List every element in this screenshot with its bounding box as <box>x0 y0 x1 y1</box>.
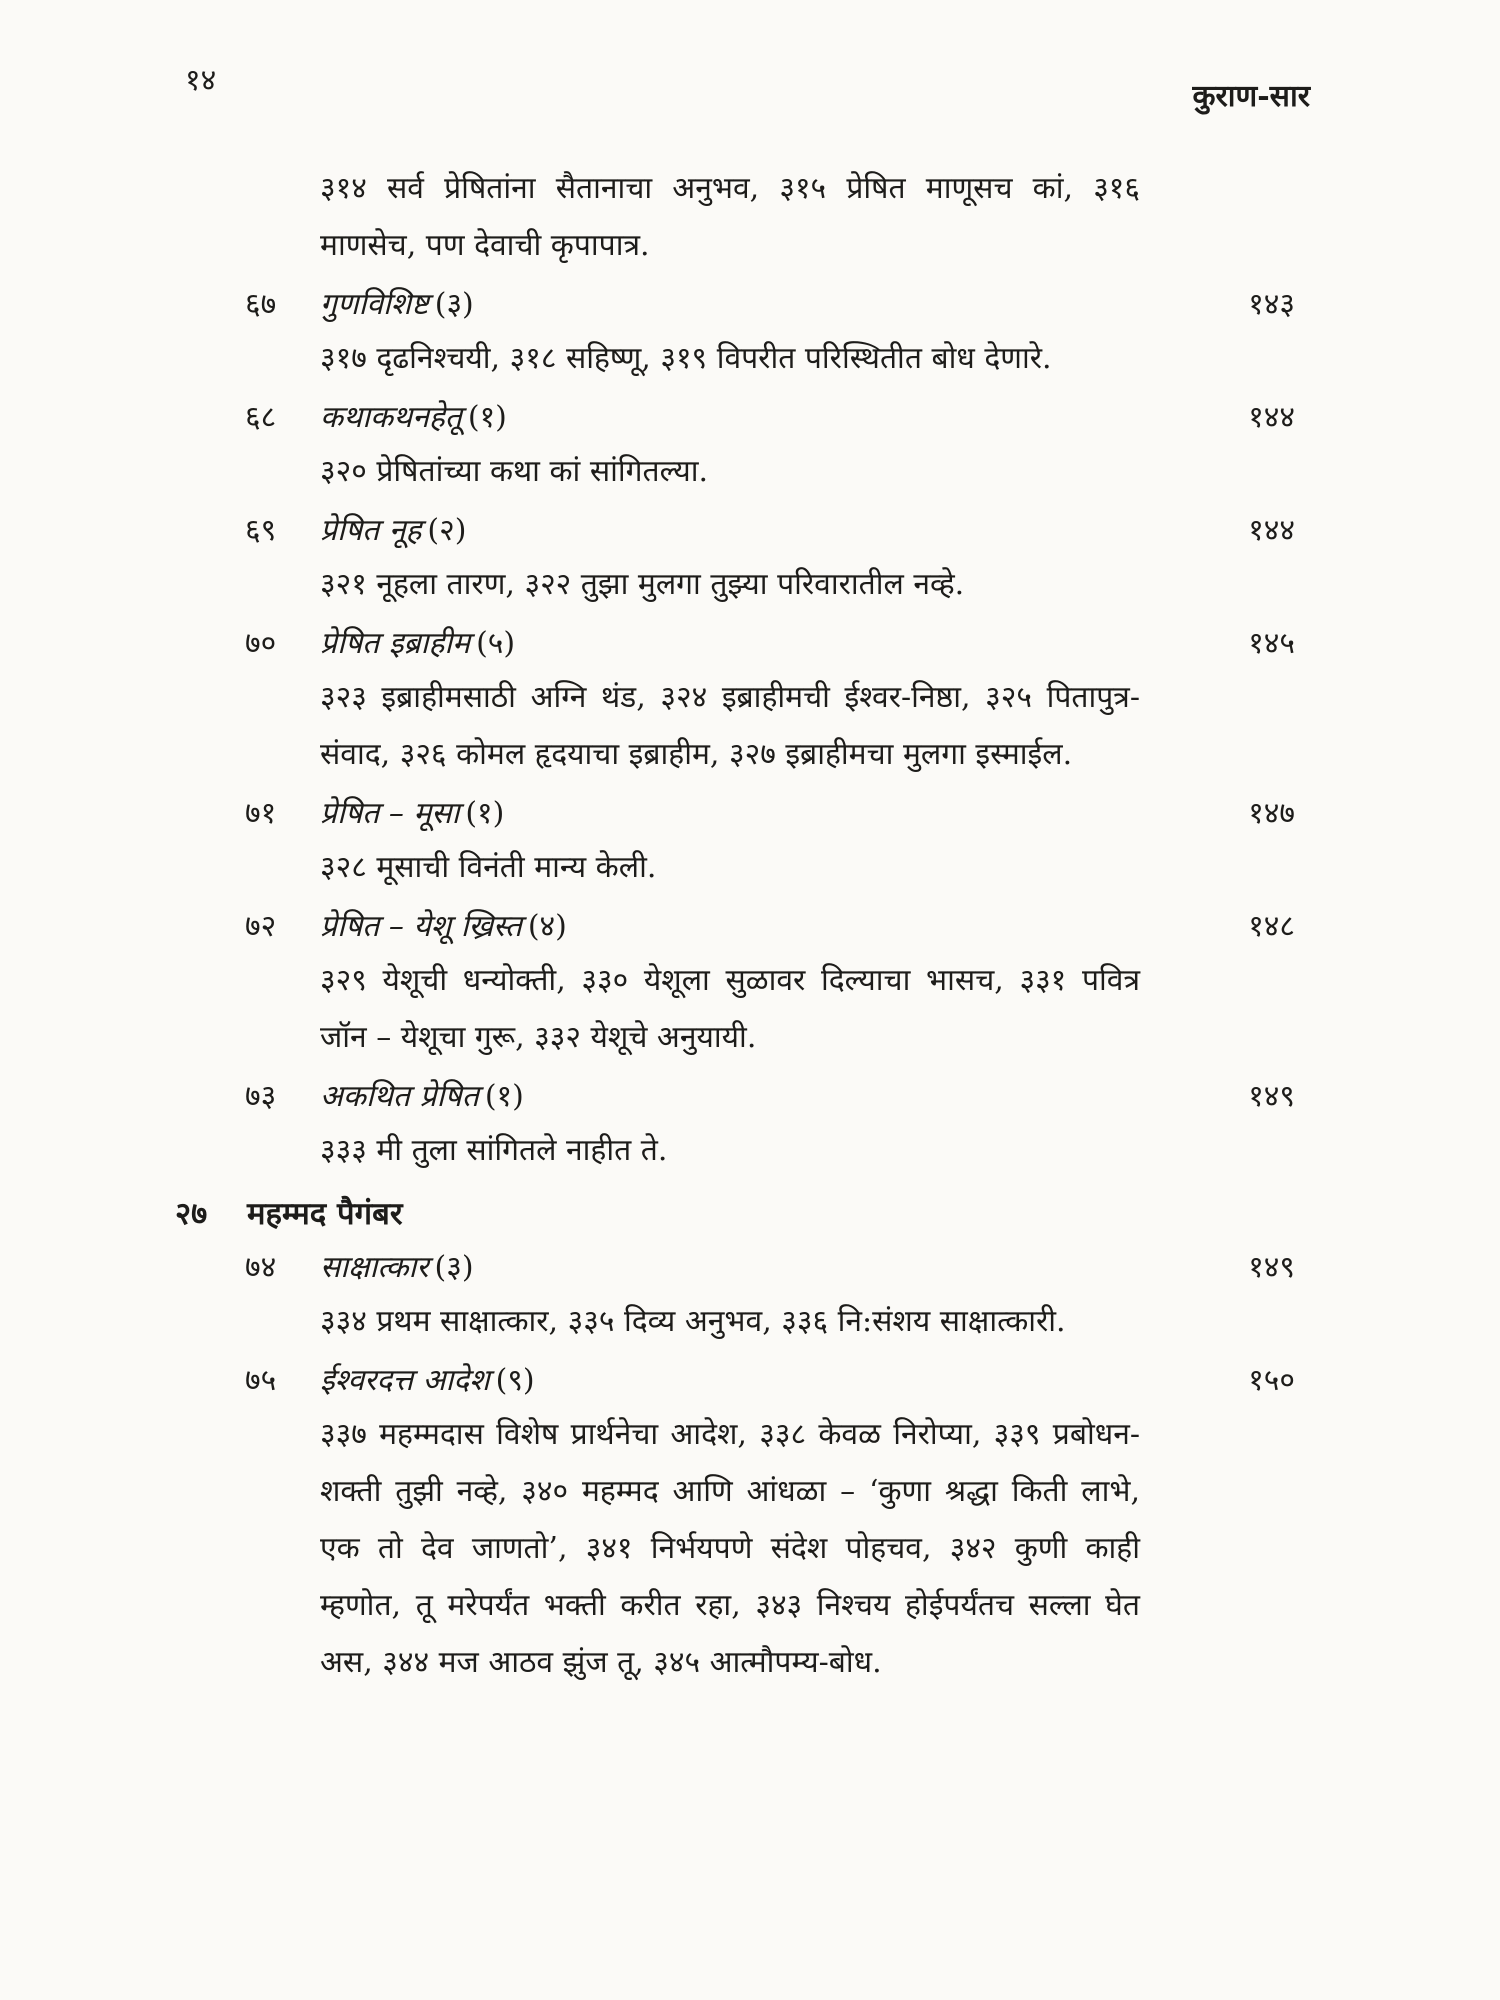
entry-title <box>320 1243 474 1293</box>
entry-heading <box>245 902 1295 952</box>
toc-entry <box>245 902 1295 1066</box>
page-number: १४ <box>185 63 217 98</box>
entry-text: ३२१ नूहला तारण, ३२२ तुझा मुलगा तुझ्या परिवारातील नव्हे. <box>320 567 965 602</box>
entry-page-number: १४७ <box>1248 796 1295 831</box>
entry-count: (३) <box>434 1250 474 1285</box>
entry-heading <box>245 1356 1295 1406</box>
entry-title-text: प्रेषित इब्राहीम <box>320 626 471 661</box>
entry-heading <box>245 280 1295 330</box>
entry-page-number: १४९ <box>1248 1079 1295 1114</box>
entry-number: ७४ <box>245 1250 277 1285</box>
entry-page-number: १४८ <box>1248 909 1295 944</box>
entry-heading <box>245 393 1295 443</box>
toc-entry <box>245 506 1295 613</box>
entry-title <box>320 1356 535 1406</box>
chapter-entries-list <box>0 1243 1500 1691</box>
entry-number: ७५ <box>245 1363 277 1398</box>
entry-title <box>320 619 515 669</box>
entry-text: ३२३ इब्राहीमसाठी अग्नि थंड, ३२४ इब्राहीमची ईश्वर-निष्ठा, ३२५ पितापुत्र-संवाद, ३२६ कोमल हृदयाचा इब्राहीम, ३२७ इब्राहीमचा मुलगा इस्माईल. <box>320 680 1140 772</box>
entry-title <box>320 280 474 330</box>
entry-title <box>320 393 507 443</box>
entry-page-number: १५० <box>1248 1363 1295 1398</box>
entry-count: (१) <box>467 400 507 435</box>
entry-title <box>320 1072 524 1122</box>
toc-entry <box>245 393 1295 500</box>
entry-text: ३१४ सर्व प्रेषितांना सैतानाचा अनुभव, ३१५ प्रेषित माणूसच कां, ३१६ माणसेच, पण देवाची कृपापात्र. <box>320 171 1140 263</box>
toc-entry <box>245 1243 1295 1350</box>
toc-entry <box>245 280 1295 387</box>
entry-text: ३१७ दृढनिश्चयी, ३१८ सहिष्णू, ३१९ विपरीत परिस्थितीत बोध देणारे. <box>320 341 1052 376</box>
entry-title-text: प्रेषित – येशू ख्रिस्त <box>320 909 522 944</box>
entry-title-text: कथाकथनहेतू <box>320 400 462 435</box>
entry-count: (१) <box>465 796 505 831</box>
entry-text: ३२९ येशूची धन्योक्ती, ३३० येशूला सुळावर दिल्याचा भासच, ३३१ पवित्र जॉन – येशूचा गुरू, ३३२ येशूचे अनुयायी. <box>320 963 1140 1055</box>
entry-count: (५) <box>476 626 516 661</box>
entry-number: ७१ <box>245 796 277 831</box>
entry-text: ३२८ मूसाची विनंती मान्य केली. <box>320 850 657 885</box>
entry-text: ३३७ महम्मदास विशेष प्रार्थनेचा आदेश, ३३८ केवळ निरोप्या, ३३९ प्रबोधन-शक्ती तुझी नव्हे, ३४० महम्मद आणि आंधळा – ‘कुणा श्रद्धा किती लाभे, एक तो देव जाणतो’, ३४१ निर्भयपणे संदेश पोहचव, ३४२ कुणी काही म्हणोत, तू मरेपर्यंत भक्ती करीत रहा, ३४३ निश्चय होईपर्यंतच सल्ला घेत अस, ३४४ मज आठव झुंज तू, ३४५ आत्मौपम्य-बोध. <box>320 1417 1140 1680</box>
entry-title <box>320 789 504 839</box>
toc-entry <box>245 1072 1295 1179</box>
entry-title-text: साक्षात्कार <box>320 1250 429 1285</box>
entry-page-number: १४९ <box>1248 1250 1295 1285</box>
entry-heading <box>245 506 1295 556</box>
entry-text: ३२० प्रेषितांच्या कथा कां सांगितल्या. <box>320 454 709 489</box>
table-of-contents <box>0 160 1500 1697</box>
continuation-entry <box>245 160 1295 274</box>
entry-count: (२) <box>427 513 467 548</box>
entry-number: ७३ <box>245 1079 277 1114</box>
entry-title-text: गुणविशिष्ट <box>320 287 429 322</box>
entry-title-text: अकथित प्रेषित <box>320 1079 479 1114</box>
entry-number: ७२ <box>245 909 277 944</box>
entry-heading <box>245 1072 1295 1122</box>
entry-page-number: १४४ <box>1248 400 1295 435</box>
running-head: कुराण-सार <box>1192 79 1310 114</box>
entry-text: ३३४ प्रथम साक्षात्कार, ३३५ दिव्य अनुभव, ३३६ नि:संशय साक्षात्कारी. <box>320 1304 1066 1339</box>
entry-page-number: १४३ <box>1248 287 1295 322</box>
entry-count: (४) <box>527 909 567 944</box>
entry-title <box>320 902 567 952</box>
entry-number: ७० <box>245 626 277 661</box>
entry-number: ६९ <box>245 513 277 548</box>
entry-title-text: ईश्वरदत्त आदेश <box>320 1363 490 1398</box>
chapter-heading <box>175 1185 1500 1243</box>
entry-title <box>320 506 466 556</box>
entry-heading <box>245 619 1295 669</box>
entry-number: ६७ <box>245 287 277 322</box>
entry-number: ६८ <box>245 400 277 435</box>
entry-count: (१) <box>484 1079 524 1114</box>
toc-entry <box>245 1356 1295 1691</box>
entry-text: ३३३ मी तुला सांगितले नाहीत ते. <box>320 1133 668 1168</box>
chapter-title: महम्मद पैगंबर <box>247 1196 403 1232</box>
entry-title-text: प्रेषित नूह <box>320 513 422 548</box>
entry-heading <box>245 1243 1295 1293</box>
entry-page-number: १४४ <box>1248 513 1295 548</box>
entry-count: (९) <box>495 1363 535 1398</box>
chapter-number: २७ <box>175 1196 208 1232</box>
entry-page-number: १४५ <box>1248 626 1295 661</box>
toc-entry <box>245 619 1295 783</box>
entry-count: (३) <box>434 287 474 322</box>
entry-heading <box>245 789 1295 839</box>
entries-list <box>0 280 1500 1179</box>
toc-entry <box>245 789 1295 896</box>
entry-title-text: प्रेषित – मूसा <box>320 796 460 831</box>
